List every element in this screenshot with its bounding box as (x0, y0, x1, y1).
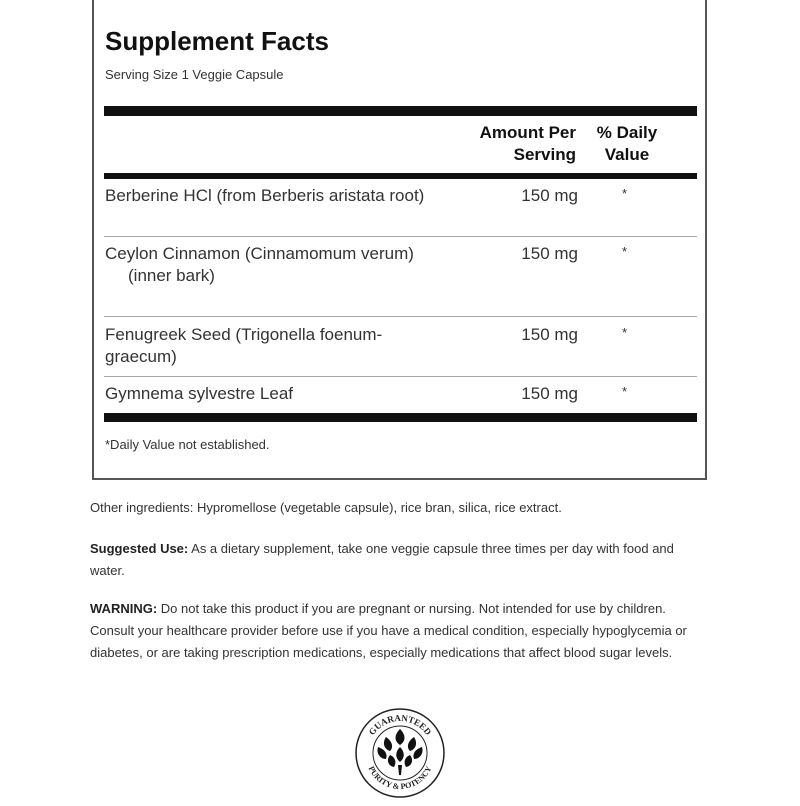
warning-text: Do not take this product if you are pregnant or nursing. Not intended for use by children. Consult your healthcare provider before use if you have a medical condition, especially hypoglycemia or diabetes, or are taking prescription medications, especially medications that affect blood sugar levels. (90, 601, 687, 660)
medium-divider (104, 173, 697, 179)
header-line: % Daily (596, 123, 658, 142)
header-line: Value (604, 145, 650, 164)
row-separator (104, 316, 697, 317)
ingredient-amount: 150 mg (521, 325, 578, 344)
ingredient-amount: 150 mg (521, 384, 578, 403)
ingredient-dv: * (621, 244, 627, 259)
daily-value-header (587, 122, 667, 166)
serving-size: Serving Size 1 Veggie Capsule (105, 67, 284, 82)
warning-label: WARNING: (90, 601, 158, 616)
ingredient-dv: * (621, 186, 627, 201)
leaf-cluster-icon (352, 705, 448, 801)
header-line: Amount Per (479, 123, 576, 142)
ingredient-amount: 150 mg (521, 244, 578, 263)
ingredient-name: Berberine HCl (from Berberis aristata root) (105, 186, 425, 205)
suggested-use-label: Suggested Use: (90, 541, 189, 556)
ingredient-name: Fenugreek Seed (Trigonella foenum-graecum) (105, 325, 383, 366)
thick-divider (104, 413, 697, 422)
svg-text:GUARANTEED: GUARANTEED (366, 712, 434, 737)
warning (90, 598, 710, 664)
ingredient-part: (inner bark) (128, 266, 215, 285)
suggested-use (90, 538, 710, 582)
ingredient-dv: * (621, 384, 627, 399)
row-separator (104, 376, 697, 377)
daily-value-footnote: *Daily Value not established. (105, 437, 270, 452)
row-separator (104, 236, 697, 237)
other-ingredients: Other ingredients: Hypromellose (vegetable capsule), rice bran, silica, rice extract. (90, 500, 562, 515)
amount-per-serving-header (480, 122, 576, 166)
ingredient-dv: * (621, 325, 627, 340)
facts-title: Supplement Facts (105, 26, 329, 56)
ingredient-name (105, 243, 445, 287)
ingredient-name-text: Ceylon Cinnamon (Cinnamomum verum) (105, 244, 414, 263)
header-line: Serving (513, 145, 576, 164)
supplement-facts-panel (92, 0, 707, 480)
ingredient-amount: 150 mg (521, 186, 578, 205)
svg-text:PURITY & POTENCY: PURITY & POTENCY (366, 764, 434, 792)
guaranteed-purity-seal (352, 705, 448, 801)
ingredient-name: Gymnema sylvestre Leaf (105, 384, 294, 403)
thick-divider (104, 106, 697, 116)
suggested-use-text: As a dietary supplement, take one veggie capsule three times per day with food and water. (90, 541, 674, 578)
